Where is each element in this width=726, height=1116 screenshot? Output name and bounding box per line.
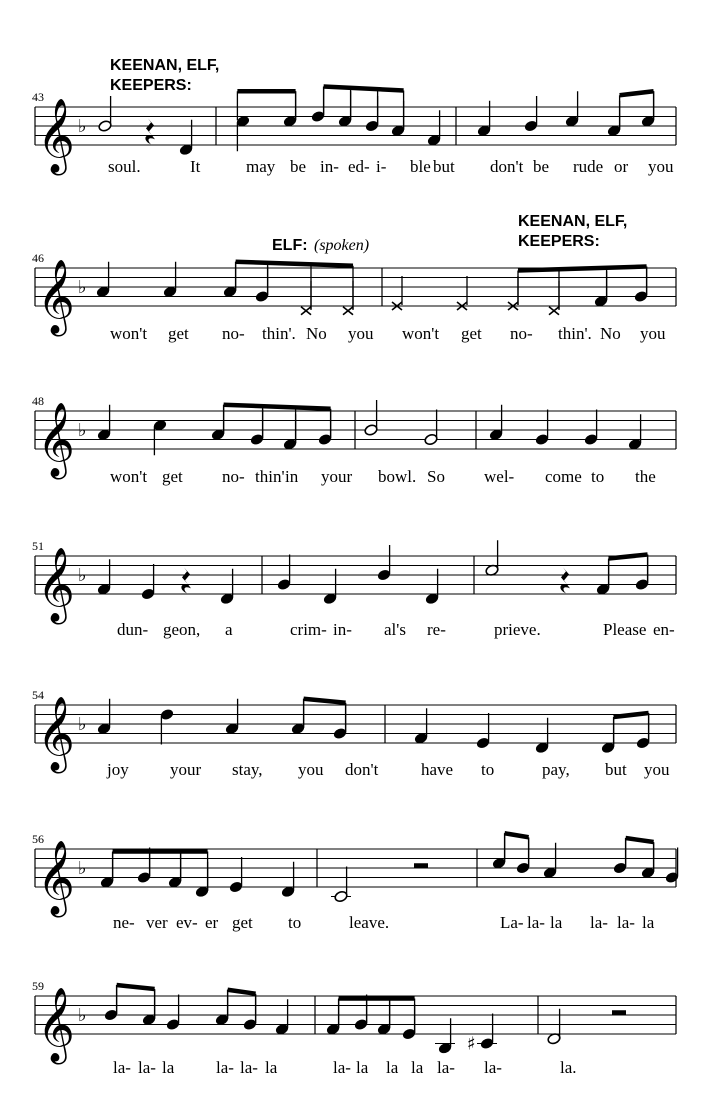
- music-system: [32, 539, 676, 639]
- note-beam: [505, 833, 529, 837]
- lyric-syllable: you: [640, 324, 666, 343]
- lyric-syllable: but: [605, 760, 627, 779]
- lyric-syllable: soul.: [108, 157, 141, 176]
- lyric-syllable: la: [162, 1058, 175, 1077]
- note-beam: [609, 555, 648, 559]
- note-beam: [117, 985, 155, 989]
- note-beam: [304, 699, 346, 703]
- treble-clef-icon: 𝄞: [37, 988, 75, 1062]
- lyric-syllable: to: [288, 913, 302, 932]
- lyric-syllable: a: [225, 620, 233, 639]
- lyric-syllable: won't: [110, 467, 148, 486]
- music-system: [32, 394, 676, 486]
- lyric-syllable: la: [550, 913, 563, 932]
- lyric-syllable: to: [591, 467, 605, 486]
- lyric-syllable: la-: [216, 1058, 234, 1077]
- lyric-syllable: la-: [240, 1058, 258, 1077]
- lyric-syllable: ne-: [113, 913, 135, 932]
- lyric-syllable: la-: [113, 1058, 131, 1077]
- lyric-syllable: la: [265, 1058, 278, 1077]
- performance-direction: (spoken): [314, 237, 370, 254]
- lyric-syllable: la-: [617, 913, 635, 932]
- lyric-syllable: la-: [138, 1058, 156, 1077]
- lyric-syllable: no-: [222, 324, 245, 343]
- note-beam: [224, 405, 331, 409]
- lyric-syllable: rude: [573, 157, 604, 176]
- treble-clef-icon: 𝄞: [37, 548, 75, 622]
- lyric-syllable: leave.: [349, 913, 390, 932]
- lyric-syllable: but: [433, 157, 455, 176]
- measure-number: 59: [32, 979, 44, 993]
- treble-clef-icon: 𝄞: [37, 403, 75, 477]
- flat-key-signature-icon: ♭: [78, 1005, 87, 1026]
- lyric-syllable: thin'.: [262, 324, 296, 343]
- lyric-syllable: So: [427, 467, 445, 486]
- lyric-syllable: come: [545, 467, 582, 486]
- lyric-syllable: ed-: [348, 157, 370, 176]
- performer-cue: KEENAN, ELF,: [518, 213, 628, 230]
- x-notehead-icon: [549, 307, 559, 315]
- lyric-syllable: dun-: [117, 620, 149, 639]
- lyric-syllable: your: [170, 760, 202, 779]
- treble-clef-icon: 𝄞: [37, 697, 75, 771]
- lyric-syllable: get: [168, 324, 189, 343]
- lyric-syllable: in-: [320, 157, 339, 176]
- lyric-syllable: No: [306, 324, 327, 343]
- note-beam: [228, 990, 256, 994]
- lyric-syllable: thin': [255, 467, 285, 486]
- lyric-syllable: in-: [333, 620, 352, 639]
- music-system: [32, 832, 679, 932]
- measure-number: 43: [32, 90, 44, 104]
- music-system: [32, 57, 676, 176]
- lyric-syllable: have: [421, 760, 454, 779]
- lyric-syllable: prieve.: [494, 620, 541, 639]
- lyric-syllable: be: [533, 157, 550, 176]
- lyric-syllable: la: [411, 1058, 424, 1077]
- lyric-syllable: la-: [484, 1058, 502, 1077]
- lyric-syllable: Please: [603, 620, 647, 639]
- flat-key-signature-icon: ♭: [78, 858, 87, 879]
- lyric-syllable: you: [644, 760, 670, 779]
- lyric-syllable: i-: [376, 157, 387, 176]
- lyric-syllable: won't: [402, 324, 440, 343]
- performer-cue: ELF:: [272, 237, 308, 254]
- lyric-syllable: la: [386, 1058, 399, 1077]
- lyric-syllable: It: [190, 157, 201, 176]
- flat-key-signature-icon: ♭: [78, 565, 87, 586]
- lyric-syllable: get: [461, 324, 482, 343]
- note-beam: [626, 838, 654, 842]
- lyric-syllable: don't: [345, 760, 379, 779]
- lyric-syllable: La-: [500, 913, 524, 932]
- note-beam: [620, 91, 654, 95]
- lyric-syllable: No: [600, 324, 621, 343]
- lyric-syllable: stay,: [232, 760, 263, 779]
- lyric-syllable: may: [246, 157, 276, 176]
- lyric-syllable: ev-: [176, 913, 198, 932]
- music-system: [32, 979, 676, 1077]
- flat-key-signature-icon: ♭: [78, 116, 87, 137]
- lyric-syllable: ble: [410, 157, 431, 176]
- lyric-syllable: la.: [560, 1058, 577, 1077]
- lyric-syllable: joy: [107, 760, 129, 779]
- quarter-rest-icon: [560, 567, 570, 593]
- treble-clef-icon: 𝄞: [37, 260, 75, 334]
- performer-cue: KEENAN, ELF,: [110, 57, 220, 74]
- performer-cue: KEEPERS:: [110, 77, 192, 94]
- lyric-syllable: la-: [527, 913, 545, 932]
- lyric-syllable: the: [635, 467, 656, 486]
- flat-key-signature-icon: ♭: [78, 714, 87, 735]
- quarter-rest-icon: [181, 567, 191, 593]
- lyric-syllable: geon,: [163, 620, 201, 639]
- lyric-syllable: to: [481, 760, 495, 779]
- music-system: [32, 688, 676, 779]
- lyric-syllable: won't: [110, 324, 148, 343]
- lyric-syllable: la: [356, 1058, 369, 1077]
- lyric-syllable: la-: [590, 913, 608, 932]
- treble-clef-icon: 𝄞: [37, 99, 75, 173]
- flat-key-signature-icon: ♭: [78, 277, 87, 298]
- lyric-syllable: la-: [333, 1058, 351, 1077]
- lyric-syllable: you: [348, 324, 374, 343]
- lyric-syllable: la-: [437, 1058, 455, 1077]
- lyric-syllable: no-: [222, 467, 245, 486]
- half-rest-icon: [414, 863, 428, 868]
- measure-number: 54: [32, 688, 44, 702]
- performer-cue: KEEPERS:: [518, 233, 600, 250]
- lyric-syllable: no-: [510, 324, 533, 343]
- note-beam: [614, 713, 649, 717]
- lyric-syllable: al's: [384, 620, 406, 639]
- lyric-syllable: bowl.: [378, 467, 417, 486]
- lyric-syllable: en-: [653, 620, 675, 639]
- lyric-syllable: pay,: [542, 760, 570, 779]
- lyric-syllable: get: [232, 913, 253, 932]
- lyric-syllable: re-: [427, 620, 446, 639]
- treble-clef-icon: 𝄞: [37, 841, 75, 915]
- lyric-syllable: crim-: [290, 620, 327, 639]
- lyric-syllable: er: [205, 913, 219, 932]
- lyric-syllable: you: [298, 760, 324, 779]
- lyric-syllable: wel-: [484, 467, 515, 486]
- flat-key-signature-icon: ♭: [78, 420, 87, 441]
- measure-number: 51: [32, 539, 44, 553]
- lyric-syllable: in: [285, 467, 299, 486]
- note-beam: [324, 87, 404, 91]
- measure-number: 56: [32, 832, 44, 846]
- lyric-syllable: thin'.: [558, 324, 592, 343]
- x-notehead-icon: [343, 307, 353, 315]
- lyric-syllable: ver: [146, 913, 168, 932]
- note-beam: [236, 262, 353, 266]
- lyric-syllable: don't: [490, 157, 524, 176]
- lyric-syllable: you: [648, 157, 674, 176]
- music-system: [32, 213, 676, 343]
- lyric-syllable: be: [290, 157, 307, 176]
- lyric-syllable: or: [614, 157, 629, 176]
- measure-number: 48: [32, 394, 44, 408]
- lyric-syllable: la: [642, 913, 655, 932]
- x-notehead-icon: [301, 307, 311, 315]
- lyric-syllable: get: [162, 467, 183, 486]
- quarter-rest-icon: [145, 118, 155, 144]
- half-rest-icon: [612, 1010, 626, 1015]
- sharp-accidental-icon: ♯: [467, 1033, 476, 1055]
- note-beam: [518, 267, 647, 271]
- lyric-syllable: your: [321, 467, 353, 486]
- measure-number: 46: [32, 251, 44, 265]
